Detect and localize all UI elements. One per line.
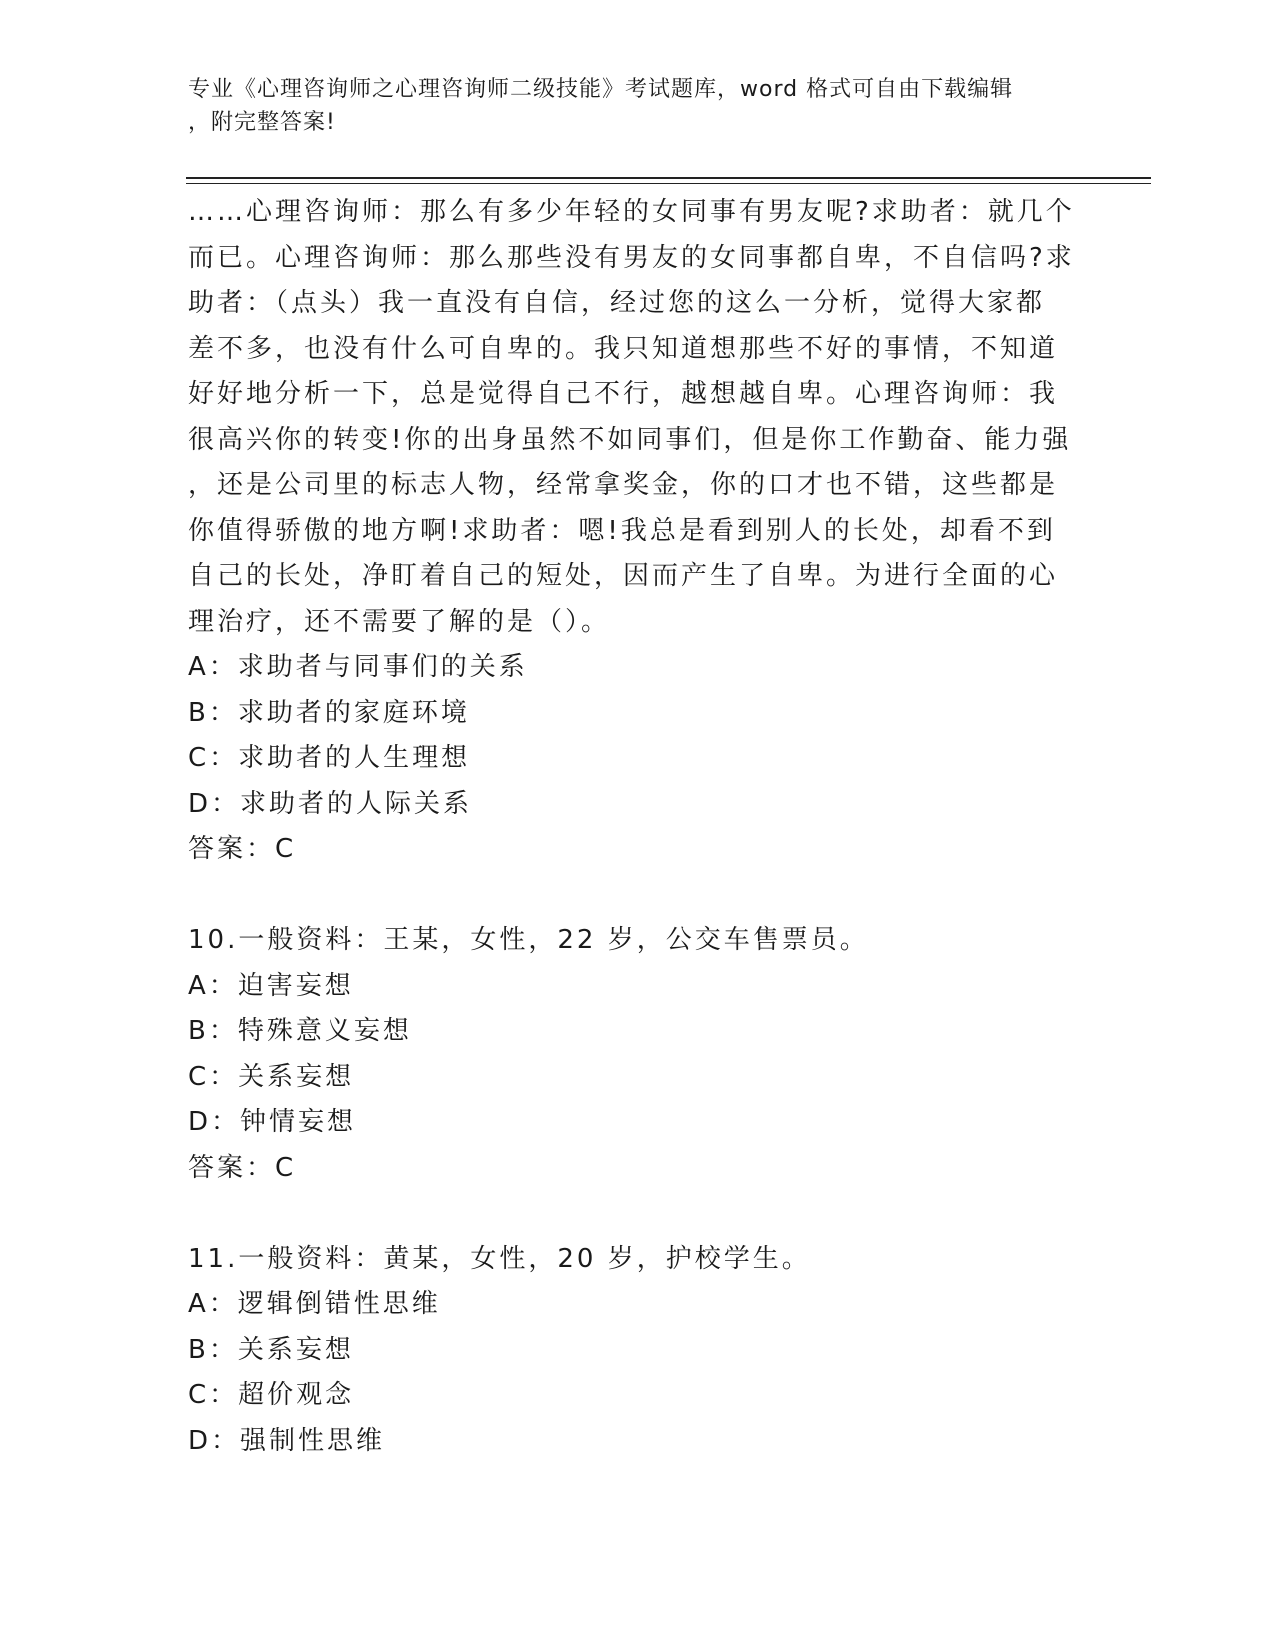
spacer: [188, 873, 1088, 919]
question-stem-line: 好好地分析一下，总是觉得自己不行，越想越自卑。心理咨询师：我: [188, 379, 1059, 409]
option-a: A：迫害妄想: [188, 970, 354, 1001]
document-header: [188, 73, 1068, 139]
question-stem-line: 而已。心理咨询师：那么那些没有男友的女同事都自卑，不自信吗?求: [188, 242, 1075, 273]
option-c: C：求助者的人生理想: [188, 743, 471, 773]
question-block-1: [188, 190, 1088, 873]
option-c: C：关系妄想: [188, 1061, 355, 1092]
question-stem-line: ，还是公司里的标志人物，经常拿奖金，你的口才也不错，这些都是: [188, 470, 1059, 500]
option-c: C：超价观念: [188, 1380, 355, 1410]
header-title-line-1: 专业《心理咨询师之心理咨询师二级技能》考试题库，word 格式可自由下载编辑: [188, 77, 1014, 102]
question-content: [188, 190, 1088, 1464]
option-d: D：求助者的人际关系: [188, 788, 473, 819]
question-stem-line: 你值得骄傲的地方啊!求助者：嗯!我总是看到别人的长处，却看不到: [188, 515, 1056, 546]
question-block-11: [188, 1237, 1088, 1465]
answer-line: 答案：C: [188, 834, 297, 864]
header-divider-thin: [186, 183, 1151, 184]
question-stem-line: 自己的长处，净盯着自己的短处，因而产生了自卑。为进行全面的心: [188, 561, 1059, 591]
option-b: B：特殊意义妄想: [188, 1016, 412, 1046]
option-a: A：逻辑倒错性思维: [188, 1289, 441, 1319]
spacer: [188, 1191, 1088, 1237]
question-block-10: [188, 918, 1088, 1191]
option-d: D：钟情妄想: [188, 1107, 357, 1137]
answer-line: 答案：C: [188, 1152, 297, 1183]
header-divider-thick: [186, 177, 1151, 179]
option-b: B：关系妄想: [188, 1334, 354, 1365]
question-stem-line: ……心理咨询师：那么有多少年轻的女同事有男友呢?求助者：就几个: [188, 197, 1075, 227]
option-b: B：求助者的家庭环境: [188, 697, 470, 728]
option-a: A：求助者与同事们的关系: [188, 652, 528, 682]
question-stem-line: 差不多，也没有什么可自卑的。我只知道想那些不好的事情，不知道: [188, 333, 1059, 364]
header-title-line-2: ，附完整答案!: [188, 110, 336, 135]
option-d: D：强制性思维: [188, 1425, 386, 1456]
question-stem-line: 理治疗，还不需要了解的是（）。: [188, 606, 611, 637]
question-stem-line: 10.一般资料：王某，女性，22 岁，公交车售票员。: [188, 925, 869, 955]
question-stem-line: 11.一般资料：黄某，女性，20 岁，护校学生。: [188, 1243, 811, 1274]
question-stem-line: 助者：（点头）我一直没有自信，经过您的这么一分析，觉得大家都: [188, 288, 1046, 318]
question-stem-line: 很高兴你的转变!你的出身虽然不如同事们，但是你工作勤奋、能力强: [188, 424, 1072, 455]
